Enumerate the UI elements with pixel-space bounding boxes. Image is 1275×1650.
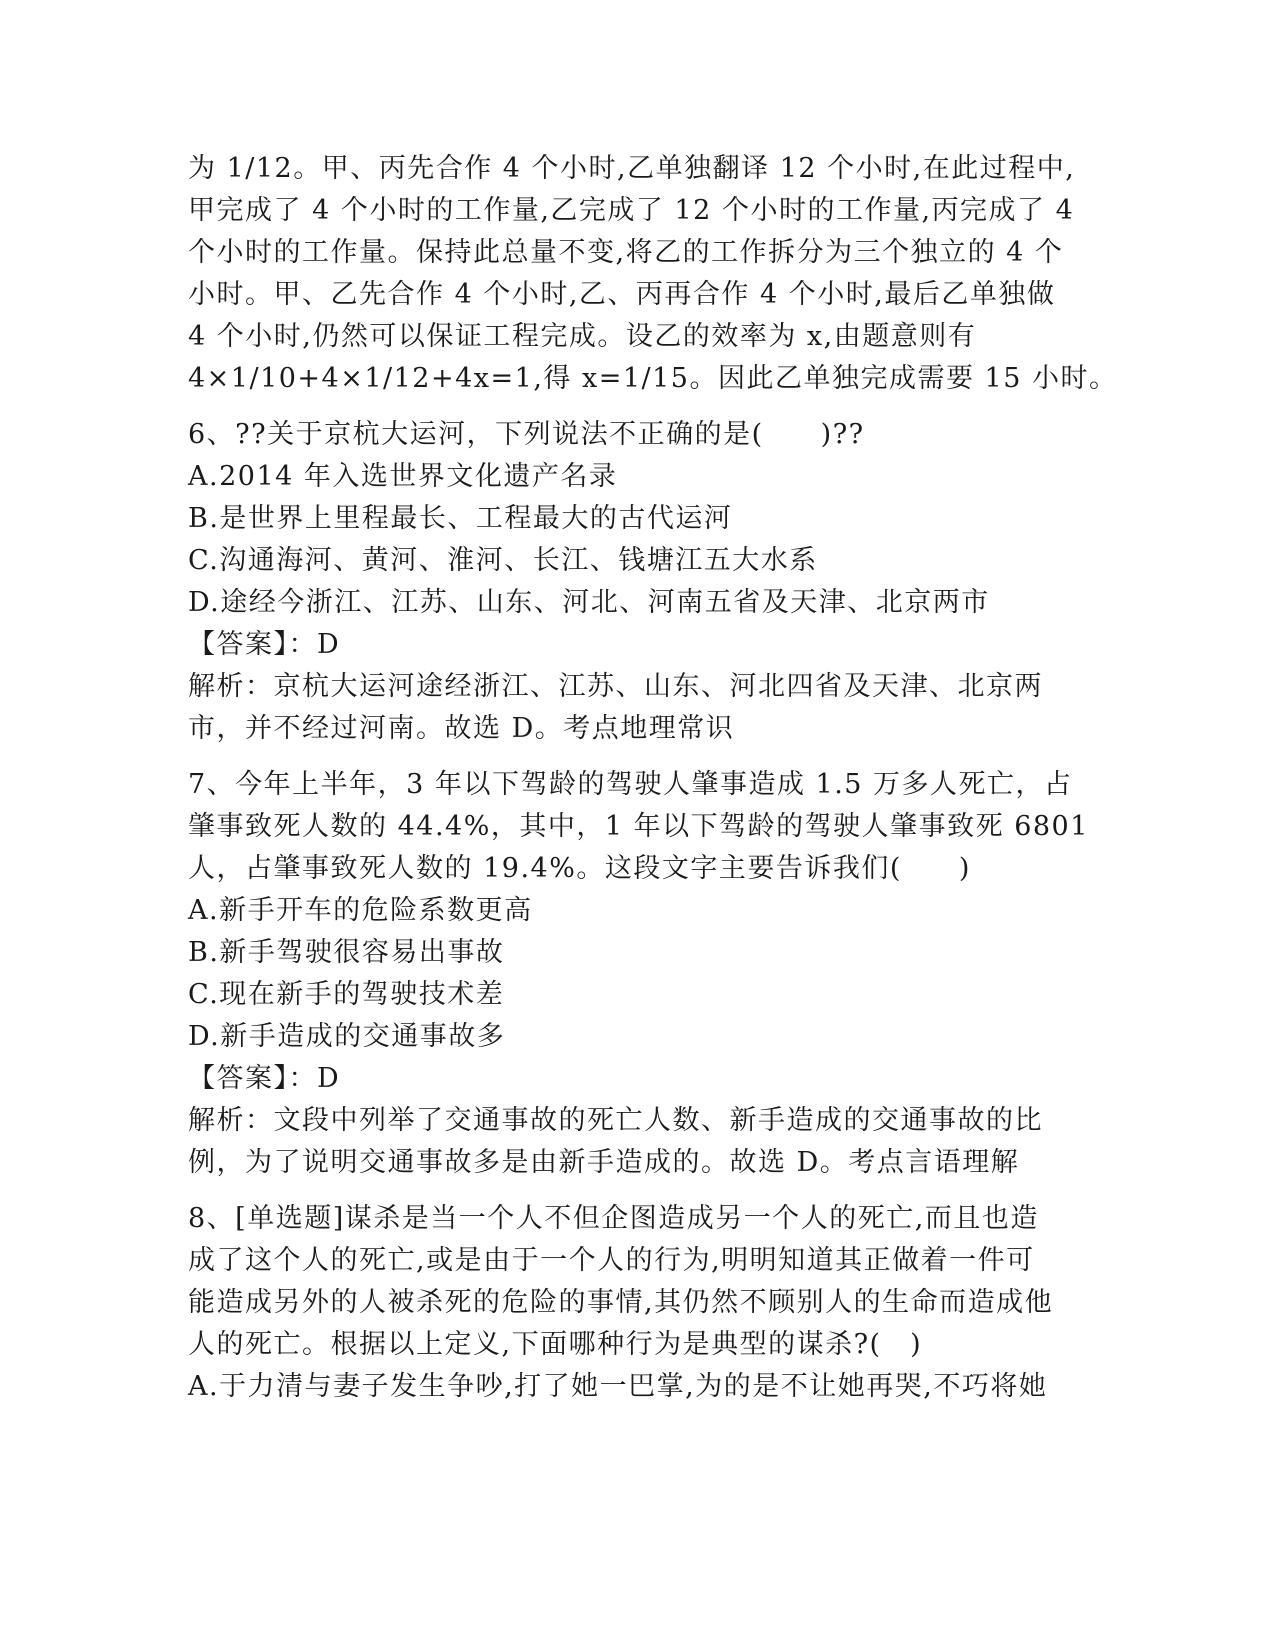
question-stem: 成了这个人的死亡,或是由于一个人的行为,明明知道其正做着一件可	[188, 1245, 1035, 1276]
option-c: C.沟通海河、黄河、淮河、长江、钱塘江五大水系	[188, 545, 818, 576]
question-stem: 6、??关于京杭大运河，下列说法不正确的是( )??	[188, 419, 865, 450]
text-line: 个小时的工作量。保持此总量不变,将乙的工作拆分为三个独立的 4 个	[188, 237, 1064, 268]
option-a: A.2014 年入选世界文化遗产名录	[188, 461, 618, 492]
option-d: D.途经今浙江、江苏、山东、河北、河南五省及天津、北京两市	[188, 587, 990, 618]
option-a: A.新手开车的危险系数更高	[188, 895, 533, 926]
answer: 【答案】：D	[188, 1063, 341, 1094]
option-c: C.现在新手的驾驶技术差	[188, 979, 505, 1010]
analysis-line: 例，为了说明交通事故多是由新手造成的。故选 D。考点言语理解	[188, 1147, 1020, 1178]
question-6	[188, 414, 1078, 750]
question-stem: 8、[单选题]谋杀是当一个人不但企图造成另一个人的死亡,而且也造	[188, 1203, 1039, 1234]
text-line: 4 个小时,仍然可以保证工程完成。设乙的效率为 x,由题意则有	[188, 321, 977, 352]
option-b: B.是世界上里程最长、工程最大的古代运河	[188, 503, 733, 534]
text-line: 为 1/12。甲、丙先合作 4 个小时,乙单独翻译 12 个小时,在此过程中,	[188, 153, 1076, 184]
question-stem: 人，占肇事致死人数的 19.4%。这段文字主要告诉我们( )	[188, 853, 971, 884]
option-b: B.新手驾驶很容易出事故	[188, 937, 505, 968]
text-line: 小时。甲、乙先合作 4 个小时,乙、丙再合作 4 个小时,最后乙单独做	[188, 279, 1056, 310]
question-8	[188, 1198, 1078, 1408]
question-stem: 7、今年上半年，3 年以下驾龄的驾驶人肇事造成 1.5 万多人死亡，占	[188, 769, 1073, 800]
question-stem: 能造成另外的人被杀死的危险的事情,其仍然不顾别人的生命而造成他	[188, 1287, 1054, 1318]
previous-question-explanation	[188, 148, 1118, 400]
document-body	[188, 148, 1118, 1408]
answer: 【答案】：D	[188, 629, 341, 660]
question-stem: 肇事致死人数的 44.4%，其中，1 年以下驾龄的驾驶人肇事致死 6801	[188, 811, 1089, 842]
analysis-line: 解析：文段中列举了交通事故的死亡人数、新手造成的交通事故的比	[188, 1105, 1043, 1136]
analysis-line: 市，并不经过河南。故选 D。考点地理常识	[188, 713, 735, 744]
option-d: D.新手造成的交通事故多	[188, 1021, 506, 1052]
option-a: A.于力清与妻子发生争吵,打了她一巴掌,为的是不让她再哭,不巧将她	[188, 1371, 1048, 1402]
analysis-line: 解析：京杭大运河途经浙江、江苏、山东、河北四省及天津、北京两	[188, 671, 1043, 702]
text-line: 甲完成了 4 个小时的工作量,乙完成了 12 个小时的工作量,丙完成了 4	[188, 195, 1075, 226]
question-stem: 人的死亡。根据以上定义,下面哪种行为是典型的谋杀?( )	[188, 1329, 923, 1360]
question-7	[188, 764, 1089, 1184]
text-line: 4×1/10+4×1/12+4x=1,得 x=1/15。因此乙单独完成需要 15 小时。	[188, 363, 1118, 394]
